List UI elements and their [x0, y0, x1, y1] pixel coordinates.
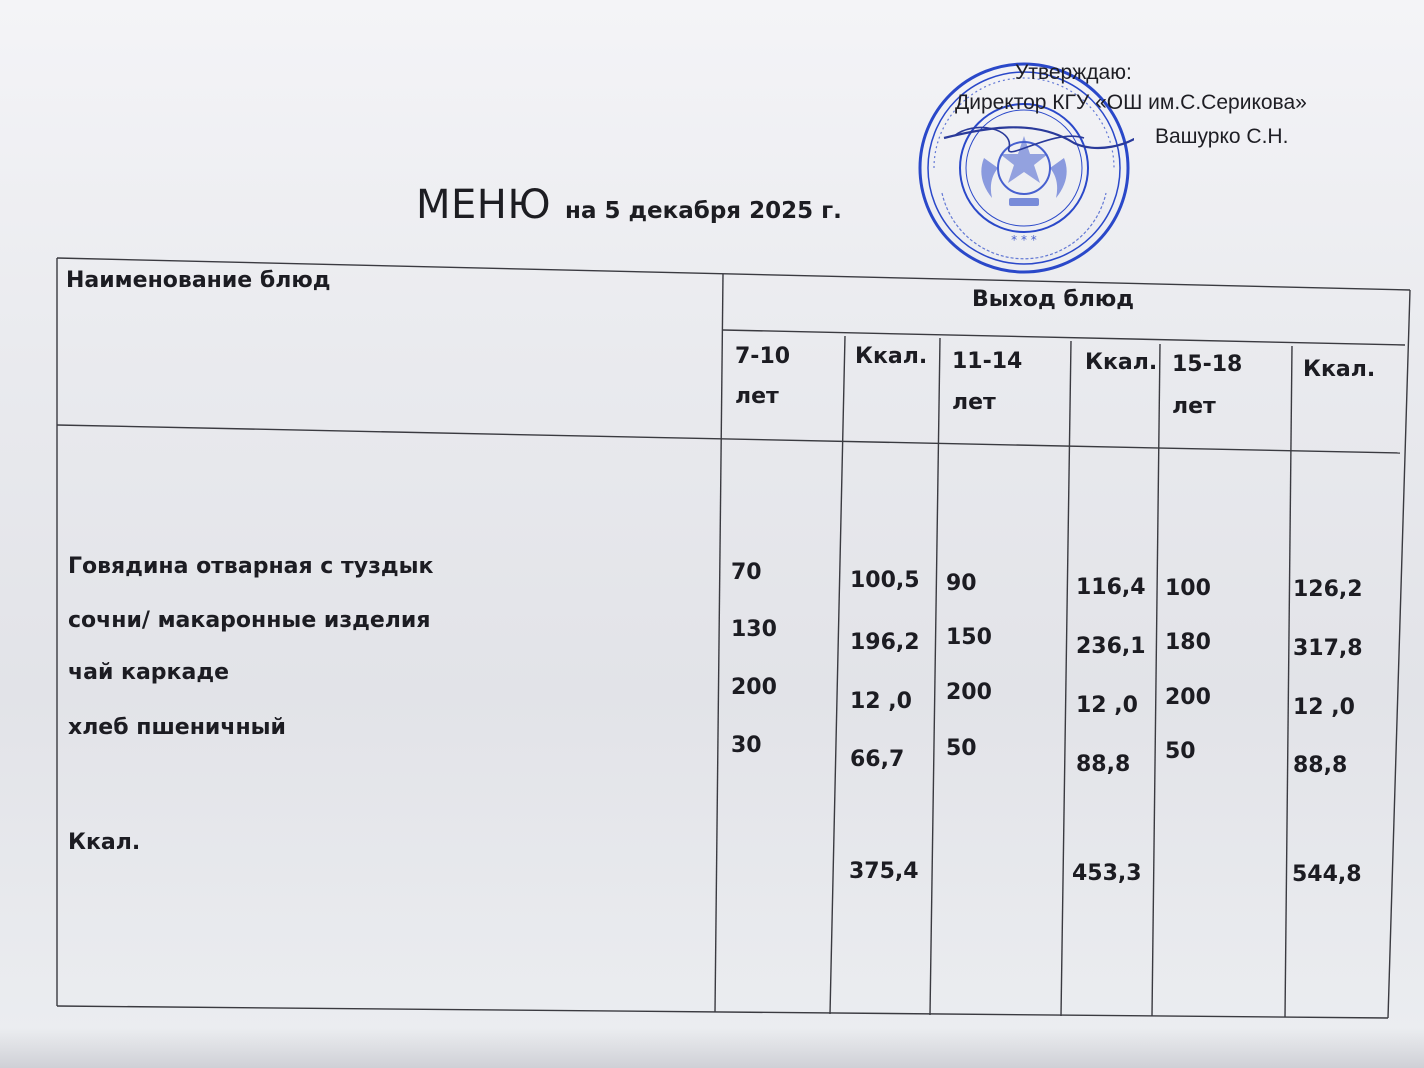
dish-line-2: сочни/ макаронные изделия [68, 608, 431, 633]
subheader-kcal-2: Ккал. [1085, 350, 1158, 375]
kcal-15-18-row3: 12 ,0 [1293, 695, 1355, 720]
kcal-7-10-row3: 12 ,0 [850, 689, 912, 714]
total-15-18: 544,8 [1292, 862, 1362, 887]
kcal-15-18-row1: 126,2 [1293, 577, 1363, 602]
kcal-7-10-row2: 196,2 [850, 630, 920, 655]
total-7-10: 375,4 [849, 859, 919, 884]
value-15-18-row3: 200 [1165, 685, 1211, 710]
value-11-14-row4: 50 [946, 736, 977, 761]
subheader-7-10: 7-10 [735, 344, 791, 369]
value-7-10-row3: 200 [731, 675, 777, 700]
dish-line-3: чай каркаде [68, 660, 230, 685]
value-15-18-row4: 50 [1165, 739, 1196, 764]
kcal-11-14-row4: 88,8 [1076, 752, 1131, 777]
menu-title-main: МЕНЮ [416, 182, 552, 228]
menu-title-date: на 5 декабря 2025 г. [565, 198, 842, 224]
approval-line-name: Вашурко С.Н. [1155, 125, 1289, 148]
subheader-11-14-unit: лет [952, 390, 996, 415]
value-11-14-row2: 150 [946, 625, 992, 650]
total-11-14: 453,3 [1072, 861, 1142, 886]
value-7-10-row4: 30 [731, 733, 762, 758]
subheader-7-10-unit: лет [735, 384, 779, 409]
kcal-11-14-row1: 116,4 [1076, 575, 1146, 600]
value-15-18-row1: 100 [1165, 576, 1211, 601]
dish-line-4: хлеб пшеничный [68, 715, 286, 740]
approval-line-director: Директор КГУ «ОШ им.С.Серикова» [955, 91, 1307, 114]
header-output: Выход блюд [972, 287, 1135, 312]
svg-text:* * *: * * * [1011, 233, 1037, 247]
value-7-10-row1: 70 [731, 560, 762, 585]
subheader-15-18: 15-18 [1172, 352, 1243, 377]
approval-line-approve: Утверждаю: [1015, 61, 1132, 84]
subheader-15-18-unit: лет [1172, 394, 1216, 419]
subheader-kcal-1: Ккал. [855, 344, 928, 369]
kcal-11-14-row3: 12 ,0 [1076, 693, 1138, 718]
header-dish-name: Наименование блюд [66, 268, 331, 293]
value-7-10-row2: 130 [731, 617, 777, 642]
dish-line-1: Говядина отварная с туздык [68, 554, 434, 579]
kcal-7-10-row1: 100,5 [850, 568, 920, 593]
kcal-11-14-row2: 236,1 [1076, 634, 1146, 659]
kcal-15-18-row4: 88,8 [1293, 753, 1348, 778]
kcal-15-18-row2: 317,8 [1293, 636, 1363, 661]
kcal-7-10-row4: 66,7 [850, 747, 905, 772]
value-11-14-row1: 90 [946, 571, 977, 596]
value-15-18-row2: 180 [1165, 630, 1211, 655]
total-label: Ккал. [68, 830, 141, 855]
subheader-11-14: 11-14 [952, 349, 1023, 374]
subheader-kcal-3: Ккал. [1303, 357, 1376, 382]
value-11-14-row3: 200 [946, 680, 992, 705]
